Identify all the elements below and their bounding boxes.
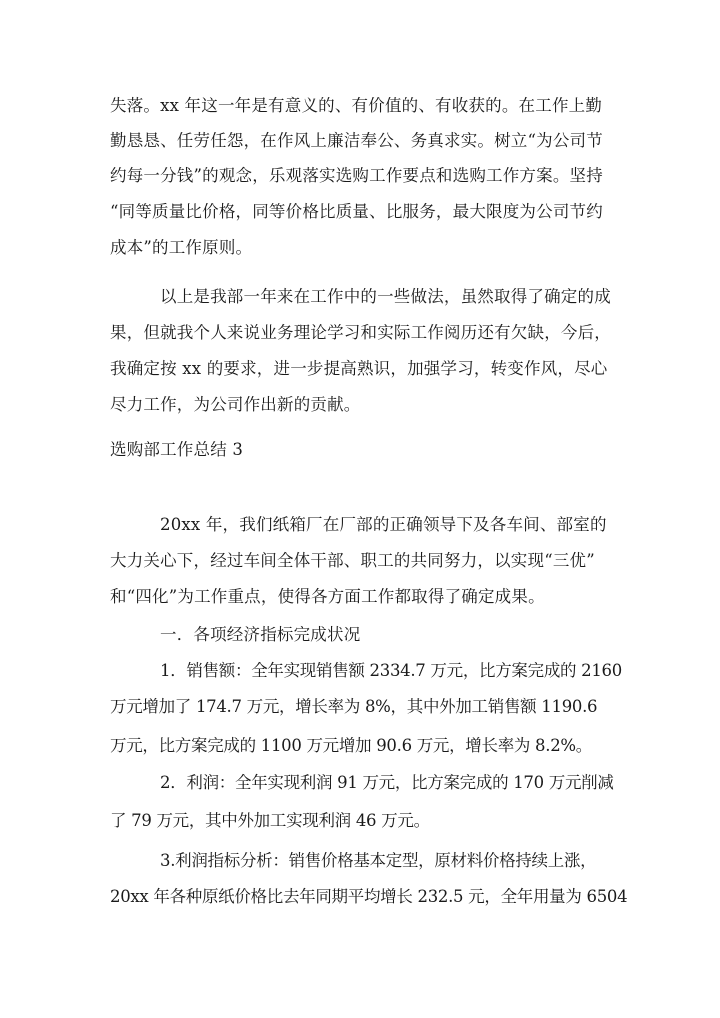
paragraph-line: 2．利润：全年实现利润 91 万元，比方案完成的 170 万元削减 bbox=[160, 773, 614, 792]
paragraph-line: 大力关心下，经过车间全体干部、职工的共同努力，以实现“三优” bbox=[110, 551, 595, 570]
paragraph-line: 勤恳恳、任劳任怨，在作风上廉洁奉公、务真求实。树立“为公司节 bbox=[110, 131, 603, 150]
paragraph-line: 20xx 年各种原纸价格比去年同期平均增长 232.5 元，全年用量为 6504 bbox=[110, 887, 628, 906]
paragraph-line: 我确定按 xx 的要求，进一步提高熟识，加强学习，转变作风，尽心 bbox=[110, 359, 608, 378]
paragraph-line: 尽力工作，为公司作出新的贡献。 bbox=[110, 395, 361, 414]
paragraph-line: 约每一分钱”的观念，乐观落实选购工作要点和选购工作方案。坚持 bbox=[110, 166, 603, 185]
paragraph-line: 万元增加了 174.7 万元，增长率为 8%，其中外加工销售额 1190.6 bbox=[110, 697, 598, 716]
paragraph-line: 万元，比方案完成的 1100 万元增加 90.6 万元，增长率为 8.2%。 bbox=[110, 736, 592, 755]
paragraph-line: “同等质量比价格，同等价格比质量、比服务，最大限度为公司节约 bbox=[110, 202, 603, 221]
paragraph-line: 失落。xx 年这一年是有意义的、有价值的、有收获的。在工作上勤 bbox=[110, 96, 603, 115]
paragraph-line: 3.利润指标分析：销售价格基本定型，原材料价格持续上涨， bbox=[160, 851, 597, 870]
paragraph-line: 和“四化”为工作重点，使得各方面工作都取得了确定成果。 bbox=[110, 587, 545, 606]
paragraph-line: 果，但就我个人来说业务理论学习和实际工作阅历还有欠缺，今后， bbox=[110, 323, 611, 342]
section-heading: 选购部工作总结 3 bbox=[110, 440, 244, 459]
paragraph-line: 了 79 万元，其中外加工实现利润 46 万元。 bbox=[110, 811, 430, 830]
paragraph-line: 1．销售额：全年实现销售额 2334.7 万元，比方案完成的 2160 bbox=[160, 661, 622, 680]
paragraph-line: 以上是我部一年来在工作中的一些做法，虽然取得了确定的成 bbox=[160, 287, 611, 306]
paragraph-line: 20xx 年，我们纸箱厂在厂部的正确领导下及各车间、部室的 bbox=[160, 515, 607, 534]
paragraph-line: 成本”的工作原则。 bbox=[110, 238, 253, 257]
subsection-heading: 一．各项经济指标完成状况 bbox=[160, 625, 361, 644]
